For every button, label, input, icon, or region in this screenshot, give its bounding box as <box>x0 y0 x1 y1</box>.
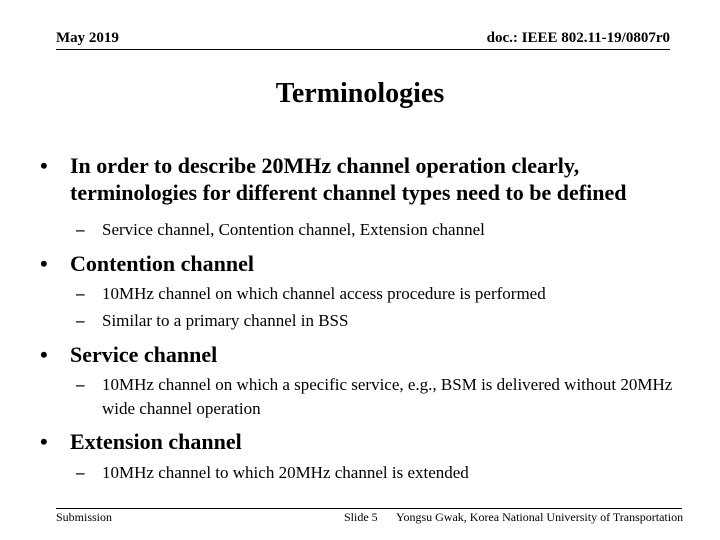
bullet-text: Extension channel <box>70 429 242 454</box>
bullet-service-channel <box>40 341 700 368</box>
sub-bullet-text: Similar to a primary channel in BSS <box>102 311 349 330</box>
footer-divider <box>56 508 682 509</box>
header-doc-id: doc.: IEEE 802.11-19/0807r0 <box>486 30 670 46</box>
header-divider <box>56 49 670 50</box>
sub-bullet-dash: – <box>76 284 85 303</box>
sub-bullet-dash: – <box>76 463 85 482</box>
bullet-dot: • <box>40 342 48 367</box>
sub-bullet-text: Service channel, Contention channel, Extension channel <box>102 220 485 239</box>
footer-submission: Submission <box>56 510 113 524</box>
bullet-dot: • <box>40 429 48 454</box>
sub-bullet-contention-similar <box>76 309 676 333</box>
footer-author: Yongsu Gwak, Korea National University of Transportation <box>396 510 684 524</box>
sub-bullet-service-definition <box>76 373 676 421</box>
footer-slide-number: Slide 5 <box>344 510 378 524</box>
sub-bullet-text: 10MHz channel on which channel access procedure is performed <box>102 284 546 303</box>
bullet-extension-channel <box>40 428 700 455</box>
sub-bullet-dash: – <box>76 311 85 330</box>
bullet-contention-channel <box>40 250 700 277</box>
bullet-describe-20mhz <box>40 152 700 206</box>
sub-bullet-contention-definition <box>76 282 676 306</box>
sub-bullet-dash: – <box>76 220 85 239</box>
sub-bullet-dash: – <box>76 375 85 394</box>
slide-title: Terminologies <box>275 78 445 109</box>
sub-bullet-text: 10MHz channel on which a specific service, e.g., BSM is delivered without 20MHz wide channel operation <box>102 375 673 418</box>
bullet-dot: • <box>40 153 48 178</box>
sub-bullet-extension-definition <box>76 461 676 485</box>
sub-bullet-text: 10MHz channel to which 20MHz channel is extended <box>102 463 469 482</box>
bullet-text: In order to describe 20MHz channel operation clearly, terminologies for different channel types need to be defined <box>70 153 627 205</box>
header-date: May 2019 <box>56 30 119 46</box>
bullet-text: Service channel <box>70 342 218 367</box>
bullet-text: Contention channel <box>70 251 254 276</box>
sub-bullet-channel-types <box>76 218 676 242</box>
bullet-dot: • <box>40 251 48 276</box>
